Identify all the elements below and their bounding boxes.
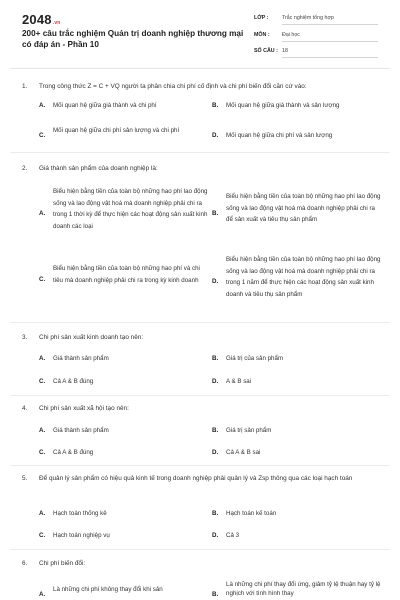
option-text: Giá thành sản phẩm: [53, 355, 109, 362]
meta-label: LỚP :: [254, 15, 269, 21]
option-letter: C.: [39, 378, 46, 385]
option-letter: A.: [39, 355, 46, 362]
option-letter: D.: [212, 132, 219, 139]
option-text: Là những chi phí thay đổi ứng, giảm tỷ lệ thuận hay tỷ lệ nghịch với tình hình thay: [226, 581, 381, 598]
option-text: Giá thành sản phẩm: [53, 427, 109, 434]
option-letter: B.: [212, 102, 219, 109]
option-text: Là những chi phí không thay đổi khi sản: [53, 586, 163, 593]
logo-suffix: .vn: [52, 20, 61, 26]
question-text: Để quản lý sản phẩm có hiệu quả kinh tế trong doanh nghiệp phải quản lý và Zsp thông qua các loại hạch toán: [39, 475, 353, 482]
option-text: A & B sai: [226, 378, 252, 385]
document-title: 200+ câu trắc nghiệm Quản trị doanh nghiệp thương mại có đáp án - Phần 10: [22, 29, 244, 49]
option-letter: A.: [39, 102, 46, 109]
meta-label: SỐ CÂU :: [254, 48, 278, 54]
option-letter: A.: [39, 210, 46, 217]
option-letter: C.: [39, 449, 46, 456]
option-letter: D.: [212, 278, 219, 285]
question-number: 5.: [22, 475, 28, 482]
question-text: Chi phí sản xuất xã hội tạo nên:: [39, 405, 129, 412]
option-text: Cả 3: [226, 532, 240, 539]
option-letter: C.: [39, 276, 46, 283]
option-text: Giá trị sản phẩm: [226, 427, 272, 434]
meta-value: Trắc nghiệm tổng hợp: [282, 15, 378, 25]
option-letter: A.: [39, 510, 46, 517]
option-letter: A.: [39, 591, 46, 598]
question-divider: [10, 395, 390, 396]
option-text: Hạch toán nghiệp vụ: [53, 532, 110, 539]
question-number: 4.: [22, 405, 28, 412]
question-text: Trong công thức Z = C + VQ người ta phân chia chi phí cố định và chi phí biến đổi căn cứ vào:: [39, 83, 307, 90]
option-letter: C.: [39, 132, 46, 139]
option-letter: C.: [39, 532, 46, 539]
question-number: 2.: [22, 165, 28, 172]
option-text: Biểu hiện bằng tiền của toàn bộ những hao phí và chi tiêu mà doanh nghiệp phải chi ra trong kỳ kinh doanh: [53, 265, 200, 284]
question-text: Giá thành sản phẩm của doanh nghiệp là:: [39, 165, 158, 172]
option-letter: B.: [212, 510, 219, 517]
meta-label: MÔN :: [254, 32, 270, 38]
question-divider: [10, 549, 390, 550]
option-text: Hạch toán kế toán: [226, 510, 277, 517]
meta-question-count: [254, 45, 378, 60]
site-logo[interactable]: [22, 12, 61, 27]
option-text: Biểu hiện bằng tiền của toàn bộ những hao phí lao động sống và lao động vật hoá mà doanh nghiệp phải chi ra trong 1 năm để thực hiện các hoạt động sản xuất kinh doanh và tiêu thụ sản phẩm: [226, 256, 381, 298]
option-text: Cả A & B đúng: [53, 449, 94, 456]
option-letter: A.: [39, 427, 46, 434]
option-text: Cả A & B sai: [226, 449, 261, 456]
option-letter: B.: [212, 355, 219, 362]
option-text: Hạch toán thống kê: [53, 510, 107, 517]
logo-text: 2048: [22, 12, 52, 27]
option-text: Mối quan hệ giữa chi phí sản lượng và chi phí: [53, 127, 180, 134]
question-text: Chi phí sản xuất kinh doanh tạo nên:: [39, 334, 144, 341]
option-letter: D.: [212, 449, 219, 456]
option-text: Giá trị của sản phẩm: [226, 355, 284, 362]
question-divider: [10, 465, 390, 466]
question-number: 3.: [22, 334, 28, 341]
option-text: Mối quan hệ giữa chi phí và sản lượng: [226, 132, 333, 139]
document-header: [0, 0, 400, 68]
question-number: 1.: [22, 83, 28, 90]
question-divider: [10, 152, 390, 153]
option-letter: D.: [212, 378, 219, 385]
option-letter: D.: [212, 532, 219, 539]
option-text: Biểu hiện bằng tiền của toàn bộ những hao phí lao động sống và lao động vật hoá mà doanh nghiệp phải chi ra để sản xuất và tiêu thụ sản phẩm: [226, 193, 381, 224]
question-text: Chi phí biến đổi:: [39, 560, 86, 567]
option-text: Biểu hiện bằng tiền của toàn bộ những hao phí lao động sống và lao động vật hoá mà doanh nghiệp phải chi ra trong 1 thời kỳ để thực hiện các hoạt động sản xuất kinh doanh các loại: [53, 188, 208, 230]
question-divider: [10, 322, 390, 323]
meta-value: 18: [282, 48, 378, 58]
option-letter: B.: [212, 591, 219, 598]
option-text: Mối quan hệ giữa giá thành và sản lượng: [226, 102, 340, 109]
option-text: Cả A & B đúng: [53, 378, 94, 385]
meta-class: [254, 12, 378, 27]
meta-value: Đại học: [282, 32, 378, 42]
question-number: 6.: [22, 560, 28, 567]
option-letter: B.: [212, 427, 219, 434]
option-text: Mối quan hệ giữa giá thành và chi phí: [53, 102, 157, 109]
meta-subject: [254, 29, 378, 44]
option-letter: B.: [212, 210, 219, 217]
header-divider: [10, 68, 390, 69]
